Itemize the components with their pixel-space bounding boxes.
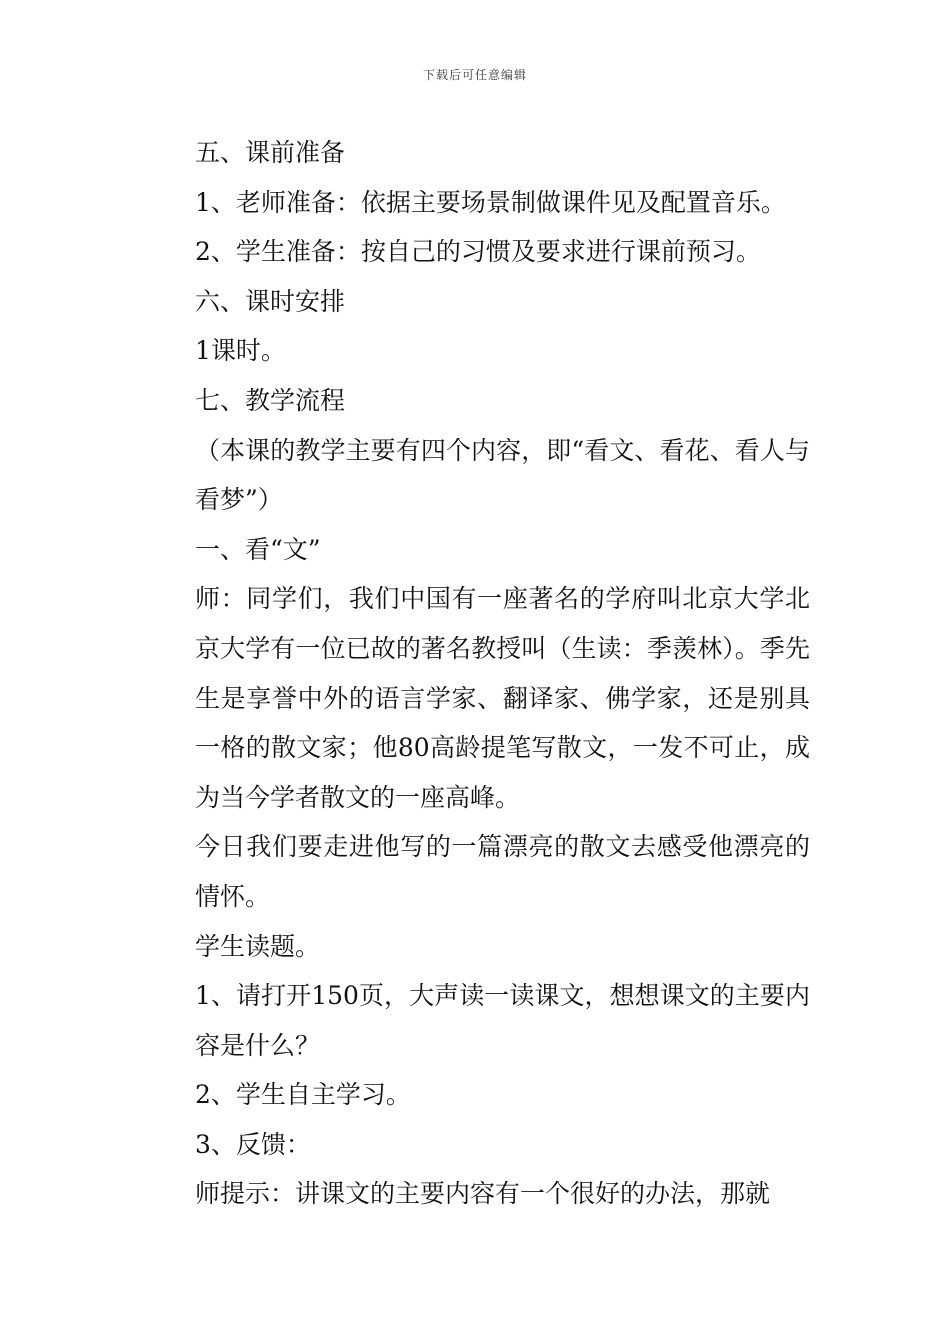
page-header: 下载后可任意编辑: [422, 68, 527, 82]
paragraph-teacher-preparation: 1、老师准备：依据主要场景制做课件见及配置音乐。: [195, 187, 786, 217]
paragraph-self-study: 2、学生自主学习。: [195, 1080, 411, 1110]
section-heading-schedule: 六、课时安排: [195, 286, 346, 316]
paragraph-read-title: 学生读题。: [195, 931, 321, 961]
paragraph-teacher-intro: 师：同学们，我们中国有一座著名的学府叫北京大学北京大学有一位已故的著名教授叫（生读：季羡林）。季先生是享誉中外的语言学家、翻译家、佛学家，还是别具一格的散文家；他80高龄提笔写散文，一发不可止，成为当今学者散文的一座高峰。: [195, 584, 810, 812]
paragraph-feedback: 3、反馈：: [195, 1129, 311, 1159]
section-heading-preparation: 五、课前准备: [195, 138, 346, 167]
paragraph-today-lesson: 今日我们要走进他写的一篇漂亮的散文去感受他漂亮的情怀。: [195, 832, 810, 911]
section-heading-look-text: 一、看“文”: [195, 534, 321, 564]
document-body: [145, 128, 810, 1219]
section-heading-teaching-process: 七、教学流程: [195, 385, 346, 415]
paragraph-open-page: 1、请打开150页，大声读一读课文，想想课文的主要内容是什么？: [195, 981, 810, 1060]
paragraph-teaching-overview: （本课的教学主要有四个内容，即“看文、看花、看人与看梦”）: [195, 435, 810, 515]
paragraph-teacher-hint: 师提示：讲课文的主要内容有一个很好的办法，那就: [195, 1179, 771, 1209]
paragraph-class-hours: 1课时。: [195, 336, 286, 366]
paragraph-student-preparation: 2、学生准备：按自己的习惯及要求进行课前预习。: [195, 237, 761, 267]
